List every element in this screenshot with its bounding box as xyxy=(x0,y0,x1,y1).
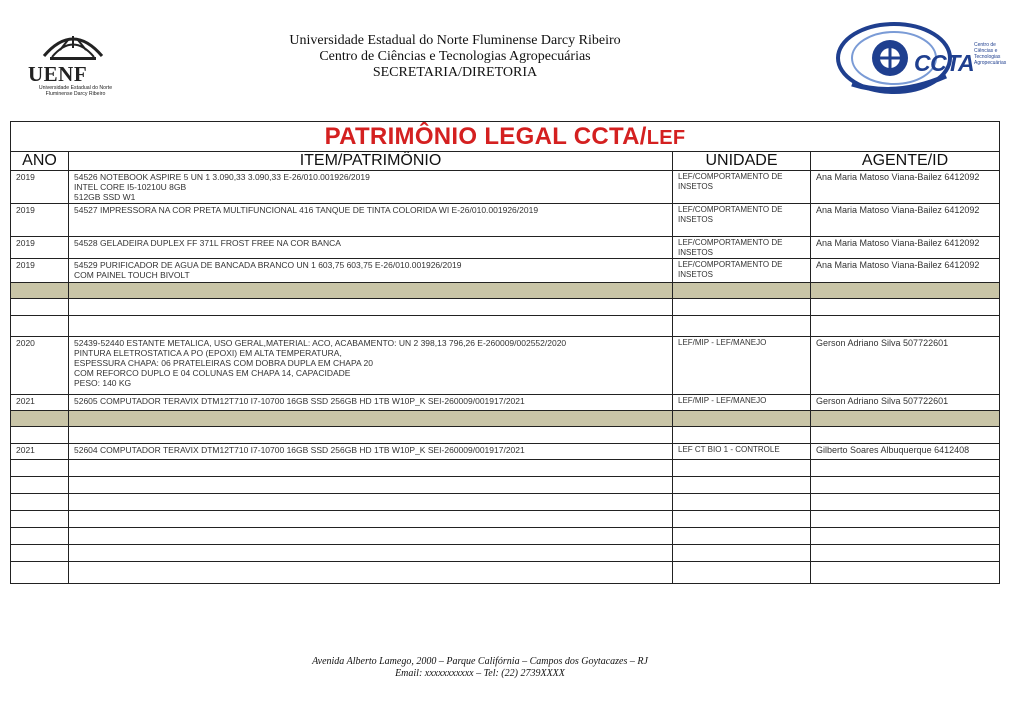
cell-item xyxy=(69,460,673,477)
cell-item xyxy=(69,316,673,337)
cell-item xyxy=(69,395,673,411)
cell-unit xyxy=(673,411,811,427)
cell-year xyxy=(11,528,69,545)
cell-unit xyxy=(673,299,811,316)
cell-item xyxy=(69,283,673,299)
cell-agent xyxy=(811,528,1000,545)
cell-item xyxy=(69,545,673,562)
cell-agent xyxy=(811,283,1000,299)
cell-item-line: ESPESSURA CHAPA: 06 PRATELEIRAS COM DOBRA DUPLA EM CHAPA 20 xyxy=(74,358,374,368)
cell-item-line: 54529 PURIFICADOR DE AGUA DE BANCADA BRANCO UN 1 603,75 603,75 E-26/010.001926/2019 xyxy=(74,260,462,270)
cell-unit xyxy=(673,283,811,299)
cell-year xyxy=(11,411,69,427)
cell-item xyxy=(69,259,673,283)
ccta-logo-subtitle: Centro de Ciências e Tecnologias Agropecuárias xyxy=(974,42,1007,66)
page-footer xyxy=(200,656,760,680)
cell-agent xyxy=(811,562,1000,584)
cell-year: 2019 xyxy=(11,171,69,204)
cell-unit xyxy=(673,511,811,528)
cell-agent xyxy=(811,494,1000,511)
cell-year: 2021 xyxy=(11,395,69,411)
table-row xyxy=(11,337,1000,395)
table-row xyxy=(11,283,1000,299)
cell-item xyxy=(69,427,673,444)
table-title-main: PATRIMÔNIO LEGAL CCTA/ xyxy=(324,122,647,150)
table-row xyxy=(11,494,1000,511)
cell-agent xyxy=(811,511,1000,528)
asset-table xyxy=(10,121,1000,584)
table-title-row xyxy=(11,122,1000,152)
cell-unit xyxy=(673,494,811,511)
uenf-emblem-icon xyxy=(40,26,106,64)
cell-agent xyxy=(811,299,1000,316)
table-title-suffix: LEF xyxy=(646,126,686,149)
table-row xyxy=(11,477,1000,494)
cell-year xyxy=(11,460,69,477)
cell-unit xyxy=(673,477,811,494)
cell-agent xyxy=(811,477,1000,494)
cell-item-line: 54527 IMPRESSORA NA COR PRETA MULTIFUNCIONAL 416 TANQUE DE TINTA COLORIDA WI E-26/010.001926/2019 xyxy=(74,205,539,215)
cell-unit: LEF/MIP - LEF/MANEJO xyxy=(673,395,811,411)
column-header-item: ITEM/PATRIMÔNIO xyxy=(69,152,673,171)
table-body xyxy=(11,171,1000,584)
cell-item xyxy=(69,237,673,259)
cell-item xyxy=(69,171,673,204)
cell-unit xyxy=(673,545,811,562)
table-row xyxy=(11,299,1000,316)
page-header xyxy=(250,33,660,81)
footer-address: Avenida Alberto Lamego, 2000 – Parque Califórnia – Campos dos Goytacazes – RJ xyxy=(312,656,648,667)
cell-item-line: INTEL CORE I5-10210U 8GB xyxy=(74,182,187,192)
cell-item-line: PESO: 140 KG xyxy=(74,378,132,388)
column-header-unit: UNIDADE xyxy=(673,152,811,171)
table-row xyxy=(11,444,1000,460)
cell-item xyxy=(69,562,673,584)
column-header-agent: AGENTE/ID xyxy=(811,152,1000,171)
cell-year xyxy=(11,316,69,337)
cell-year xyxy=(11,494,69,511)
table-row xyxy=(11,395,1000,411)
table-row xyxy=(11,237,1000,259)
cell-item-line: 54528 GELADEIRA DUPLEX FF 371L FROST FREE NA COR BANCA xyxy=(74,238,341,248)
cell-unit: LEF/COMPORTAMENTO DE INSETOS xyxy=(673,204,811,237)
cell-year xyxy=(11,511,69,528)
cell-item-line: 52605 COMPUTADOR TERAVIX DTM12T710 I7-10700 16GB SSD 256GB HD 1TB W10P_K SEI-260009/001917/2021 xyxy=(74,396,525,406)
table-row xyxy=(11,411,1000,427)
uenf-logo-name: UENF xyxy=(28,62,88,86)
cell-year: 2019 xyxy=(11,204,69,237)
cell-item xyxy=(69,477,673,494)
ccta-logo xyxy=(836,14,1011,98)
cell-agent: Ana Maria Matoso Viana-Bailez 6412092 xyxy=(811,171,1000,204)
footer-contact: Email: xxxxxxxxxxx – Tel: (22) 2739XXXX xyxy=(395,668,565,679)
uenf-logo xyxy=(28,26,118,96)
cell-item xyxy=(69,204,673,237)
cell-item-line: PINTURA ELETROSTATICA A PO (EPOXI) EM ALTA TEMPERATURA, xyxy=(74,348,342,358)
cell-unit: LEF/COMPORTAMENTO DE INSETOS xyxy=(673,237,811,259)
table-row xyxy=(11,259,1000,283)
cell-item-line: 54526 NOTEBOOK ASPIRE 5 UN 1 3.090,33 3.090,33 E-26/010.001926/2019 xyxy=(74,172,370,182)
cell-agent xyxy=(811,545,1000,562)
table-row xyxy=(11,427,1000,444)
cell-year: 2019 xyxy=(11,237,69,259)
cell-agent: Gilberto Soares Albuquerque 6412408 xyxy=(811,444,1000,460)
cell-agent xyxy=(811,411,1000,427)
cell-item-line: COM PAINEL TOUCH BIVOLT xyxy=(74,270,190,280)
cell-unit: LEF CT BIO 1 - CONTROLE xyxy=(673,444,811,460)
cell-unit xyxy=(673,460,811,477)
cell-agent xyxy=(811,460,1000,477)
cell-item-line: 52439-52440 ESTANTE METALICA, USO GERAL,MATERIAL: ACO, ACABAMENTO: UN 2 398,13 796,26 E-260009/002552/2020 xyxy=(74,338,567,348)
cell-agent: Ana Maria Matoso Viana-Bailez 6412092 xyxy=(811,237,1000,259)
cell-year: 2021 xyxy=(11,444,69,460)
cell-year xyxy=(11,545,69,562)
cell-agent xyxy=(811,316,1000,337)
cell-year xyxy=(11,299,69,316)
cell-item-line: 52604 COMPUTADOR TERAVIX DTM12T710 I7-10700 16GB SSD 256GB HD 1TB W10P_K SEI-260009/001917/2021 xyxy=(74,445,525,455)
cell-year: 2019 xyxy=(11,259,69,283)
cell-item xyxy=(69,444,673,460)
header-university: Universidade Estadual do Norte Fluminense Darcy Ribeiro xyxy=(289,33,621,48)
header-center-name: Centro de Ciências e Tecnologias Agropecuárias xyxy=(319,49,591,64)
table-row xyxy=(11,562,1000,584)
cell-unit: LEF/MIP - LEF/MANEJO xyxy=(673,337,811,395)
cell-agent: Gerson Adriano Silva 507722601 xyxy=(811,337,1000,395)
cell-agent xyxy=(811,427,1000,444)
asset-table-container xyxy=(10,121,999,584)
cell-item xyxy=(69,511,673,528)
cell-item-line: 512GB SSD W1 xyxy=(74,192,136,202)
table-row xyxy=(11,316,1000,337)
cell-year xyxy=(11,477,69,494)
table-row xyxy=(11,460,1000,477)
ccta-logo-name: CCTA xyxy=(914,50,975,76)
table-row xyxy=(11,528,1000,545)
table-title xyxy=(11,122,1000,152)
table-header-row xyxy=(11,152,1000,171)
uenf-logo-subtitle: Universidade Estadual do Norte Fluminense Darcy Ribeiro xyxy=(38,85,113,97)
cell-agent: Ana Maria Matoso Viana-Bailez 6412092 xyxy=(811,204,1000,237)
cell-year xyxy=(11,427,69,444)
table-row xyxy=(11,204,1000,237)
cell-item-line: COM REFORCO DUPLO E 04 COLUNAS EM CHAPA 14, CAPACIDADE xyxy=(74,368,351,378)
cell-year xyxy=(11,283,69,299)
cell-unit: LEF/COMPORTAMENTO DE INSETOS xyxy=(673,259,811,283)
cell-unit xyxy=(673,316,811,337)
cell-year xyxy=(11,562,69,584)
cell-agent: Gerson Adriano Silva 507722601 xyxy=(811,395,1000,411)
cell-item xyxy=(69,411,673,427)
table-row xyxy=(11,545,1000,562)
cell-unit: LEF/COMPORTAMENTO DE INSETOS xyxy=(673,171,811,204)
header-department: SECRETARIA/DIRETORIA xyxy=(372,65,538,80)
table-row xyxy=(11,511,1000,528)
table-row xyxy=(11,171,1000,204)
cell-unit xyxy=(673,427,811,444)
cell-unit xyxy=(673,528,811,545)
cell-agent: Ana Maria Matoso Viana-Bailez 6412092 xyxy=(811,259,1000,283)
cell-unit xyxy=(673,562,811,584)
cell-item xyxy=(69,494,673,511)
cell-item xyxy=(69,528,673,545)
column-header-year: ANO xyxy=(11,152,69,171)
cell-item xyxy=(69,337,673,395)
cell-item xyxy=(69,299,673,316)
cell-year: 2020 xyxy=(11,337,69,395)
